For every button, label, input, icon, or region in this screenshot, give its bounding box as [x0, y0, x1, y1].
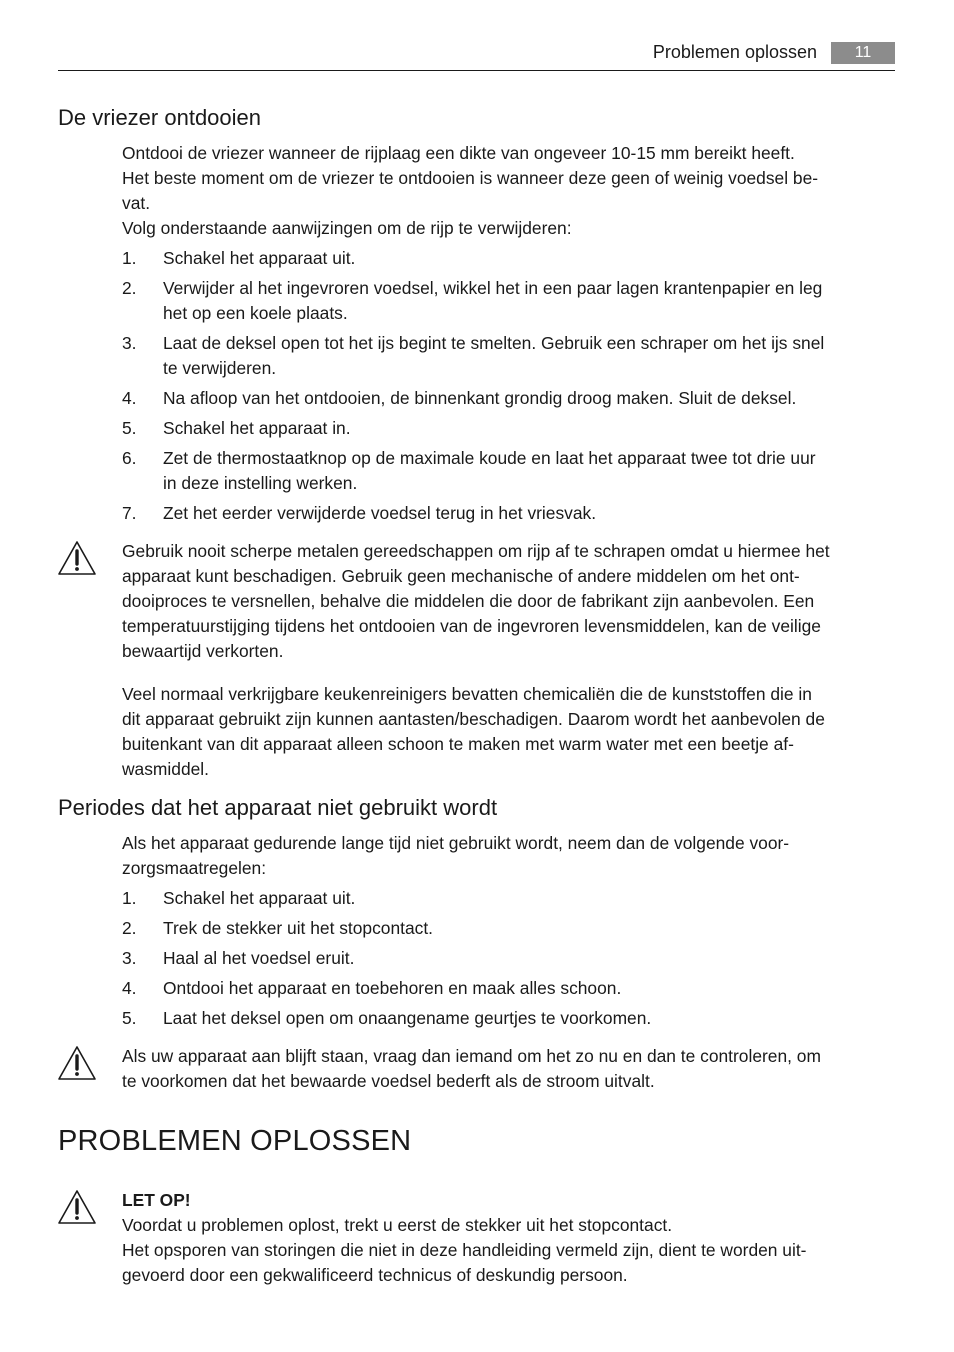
warning-line: Gebruik nooit scherpe metalen gereedschappen om rijp af te schrapen omdat u hiermee het [122, 541, 830, 561]
list-number: 5. [122, 1008, 137, 1028]
list-number: 2. [122, 918, 137, 938]
list-number: 4. [122, 978, 137, 998]
list-text: Laat het deksel open om onaangename geurtjes te voorkomen. [163, 1008, 652, 1028]
list-text: Verwijder al het ingevroren voedsel, wikkel het in een paar lagen krantenpapier en leg [163, 278, 823, 298]
list-item [122, 276, 897, 326]
list-text: Zet de thermostaatknop op de maximale koude en laat het apparaat twee tot drie uur [163, 448, 816, 468]
warning-line: dooiproces te versnellen, behalve die middelen die door de fabrikant zijn aanbevolen. Een [122, 591, 815, 611]
defrost-intro-line: Het beste moment om de vriezer te ontdooien is wanneer deze geen of weinig voedsel be- [122, 168, 819, 188]
list-text: in deze instelling werken. [163, 473, 358, 493]
page-header [58, 40, 895, 72]
list-item [122, 976, 897, 1001]
list-number: 3. [122, 948, 137, 968]
defrost-intro [122, 141, 897, 241]
list-number: 7. [122, 503, 137, 523]
list-number: 6. [122, 448, 137, 468]
list-number: 4. [122, 388, 137, 408]
list-number: 3. [122, 333, 137, 353]
list-number: 1. [122, 248, 137, 268]
defrost-intro-line: vat. [122, 193, 151, 213]
warning-line: te voorkomen dat het bewaarde voedsel bederft als de stroom uitvalt. [122, 1071, 655, 1091]
unused-steps-list [122, 886, 897, 1036]
list-item [122, 946, 897, 971]
caution-line: Het opsporen van storingen die niet in deze handleiding vermeld zijn, dient te worden uit- [122, 1240, 807, 1260]
defrost-intro-line: Volg onderstaande aanwijzingen om de rijp te verwijderen: [122, 218, 572, 238]
chapter-heading-troubleshooting: PROBLEMEN OPLOSSEN [58, 1125, 412, 1157]
unused-intro-line: Als het apparaat gedurende lange tijd niet gebruikt wordt, neem dan de volgende voor- [122, 833, 790, 853]
list-item [122, 916, 897, 941]
list-item [122, 501, 897, 526]
warning-extra-line: dit apparaat gebruikt zijn kunnen aantasten/beschadigen. Daarom wordt het aanbevolen de [122, 709, 825, 729]
list-item [122, 386, 897, 411]
list-text: Schakel het apparaat uit. [163, 248, 356, 268]
defrost-intro-line: Ontdooi de vriezer wanneer de rijplaag een dikte van ongeveer 10-15 mm bereikt heeft. [122, 143, 795, 163]
unused-intro [122, 831, 897, 881]
list-item [122, 886, 897, 911]
list-text: het op een koele plaats. [163, 303, 348, 323]
list-item [122, 446, 897, 496]
list-number: 2. [122, 278, 137, 298]
warning-extra-line: buitenkant van dit apparaat alleen schoon te maken met warm water met een beetje af- [122, 734, 794, 754]
list-text: Trek de stekker uit het stopcontact. [163, 918, 434, 938]
warning-line: temperatuurstijging tijdens het ontdooien van de ingevroren levensmiddelen, kan de veilige [122, 616, 821, 636]
header-rule [58, 70, 895, 71]
warning-triangle-icon [57, 1189, 97, 1225]
defrost-warning [122, 539, 897, 782]
warning-line: Als uw apparaat aan blijft staan, vraag dan iemand om het zo nu en dan te controleren, om [122, 1046, 821, 1066]
list-item [122, 331, 897, 381]
list-text: Schakel het apparaat in. [163, 418, 351, 438]
list-text: Zet het eerder verwijderde voedsel terug in het vriesvak. [163, 503, 597, 523]
list-item [122, 416, 897, 441]
list-text: Ontdooi het apparaat en toebehoren en maak alles schoon. [163, 978, 622, 998]
list-item [122, 246, 897, 271]
troubleshooting-caution [122, 1188, 897, 1288]
list-text: Na afloop van het ontdooien, de binnenkant grondig droog maken. Sluit de deksel. [163, 388, 797, 408]
caution-title: LET OP! [122, 1190, 191, 1210]
list-item [122, 1006, 897, 1031]
list-text: Schakel het apparaat uit. [163, 888, 356, 908]
defrost-steps-list [122, 246, 897, 531]
running-header-title: Problemen oplossen [652, 42, 817, 62]
page-number: 11 [831, 42, 895, 64]
warning-line: bewaartijd verkorten. [122, 641, 284, 661]
warning-extra-line: Veel normaal verkrijgbare keukenreinigers bevatten chemicaliën die de kunststoffen die in [122, 684, 812, 704]
section-heading-defrost: De vriezer ontdooien [58, 105, 262, 130]
list-text: Haal al het voedsel eruit. [163, 948, 355, 968]
caution-line: Voordat u problemen oplost, trekt u eerst de stekker uit het stopcontact. [122, 1215, 673, 1235]
warning-line: apparaat kunt beschadigen. Gebruik geen mechanische of andere middelen om het ont- [122, 566, 800, 586]
unused-warning [122, 1044, 897, 1094]
warning-extra-line: wasmiddel. [122, 759, 209, 779]
list-text: te verwijderen. [163, 358, 277, 378]
warning-triangle-icon [57, 540, 97, 576]
list-number: 5. [122, 418, 137, 438]
caution-line: gevoerd door een gekwalificeerd technicus of deskundig persoon. [122, 1265, 628, 1285]
list-number: 1. [122, 888, 137, 908]
warning-triangle-icon [57, 1045, 97, 1081]
section-heading-unused: Periodes dat het apparaat niet gebruikt wordt [58, 795, 498, 820]
list-text: Laat de deksel open tot het ijs begint te smelten. Gebruik een schraper om het ijs snel [163, 333, 825, 353]
unused-intro-line: zorgsmaatregelen: [122, 858, 267, 878]
